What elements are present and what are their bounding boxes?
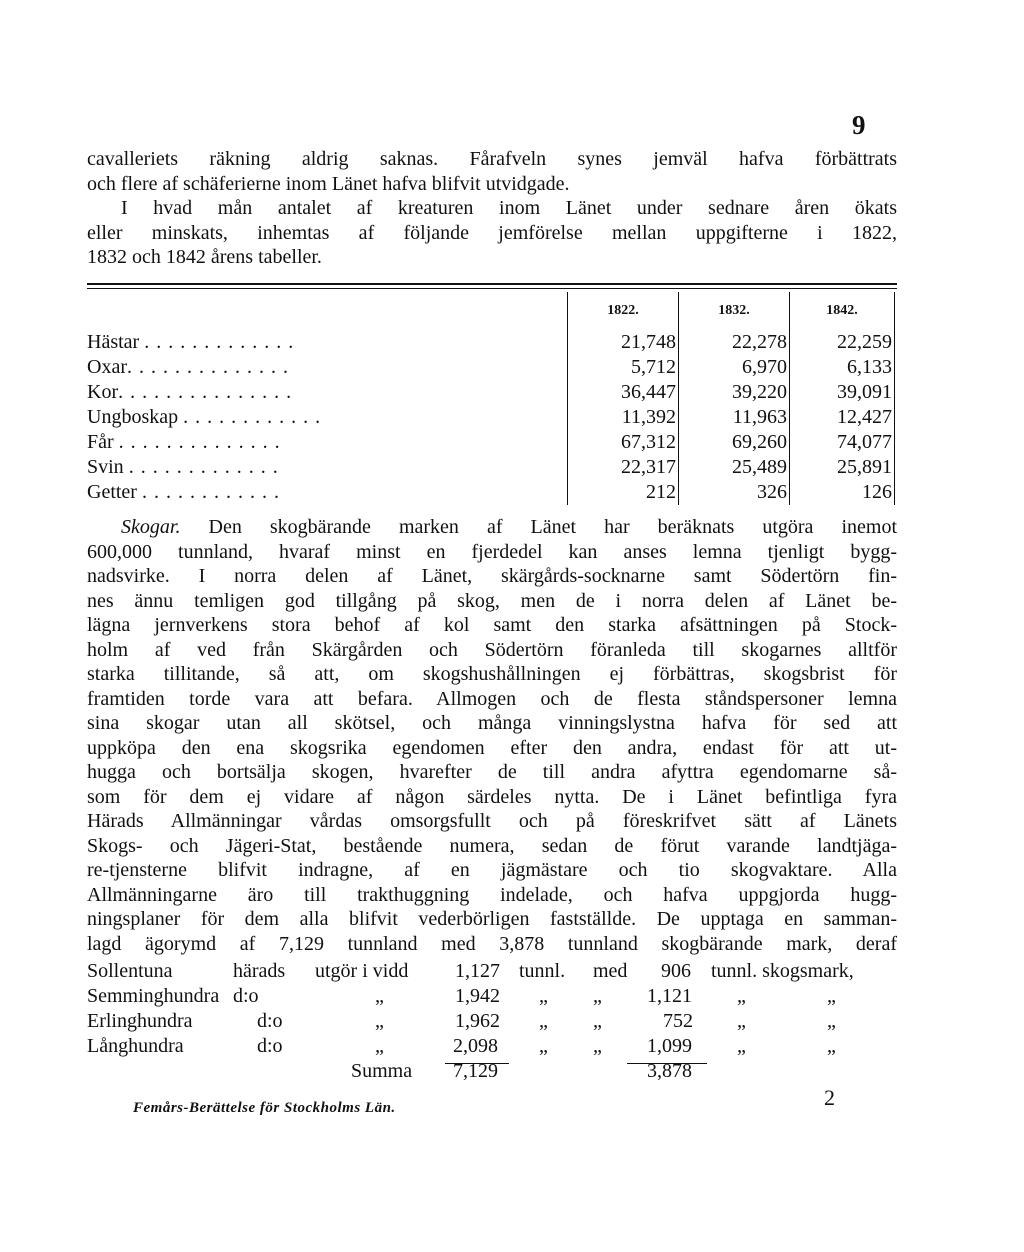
forest-unit: tunnl. skogsmark, <box>711 960 854 982</box>
cell-1842: 39,091 <box>790 380 895 405</box>
area-value: 1,962 <box>455 1010 500 1032</box>
cell-1832: 25,489 <box>679 455 790 480</box>
forest-line: som för dem ej vidare af någon särdeles nytta. De i Länet befintliga fyra <box>87 785 897 808</box>
forest-heading: Skogar. <box>121 516 181 538</box>
cell-1832: 69,260 <box>679 430 790 455</box>
ditto-mark: „ <box>737 1010 746 1032</box>
area-prefix: „ <box>375 1035 384 1057</box>
area-prefix: „ <box>375 985 384 1007</box>
area-value: 1,942 <box>455 985 500 1007</box>
cell-1842: 74,077 <box>790 430 895 455</box>
area-prefix: „ <box>375 1010 384 1032</box>
intro-line: cavalleriets räkning aldrig saknas. Fårafveln synes jemväl hafva förbättrats <box>87 148 897 170</box>
forest-line: lagd ägorymd af 7,129 tunnland med 3,878 tunnland skogbärande mark, deraf <box>87 932 897 955</box>
forest-line: Skogs- och Jägeri-Stat, bestående numera, sedan de förut varande landtjäga- <box>87 834 897 857</box>
area-prefix: utgör i vidd <box>315 960 409 982</box>
row-label: Ungboskap ............ <box>87 406 328 428</box>
summa-label: Summa <box>351 1060 413 1082</box>
cell-1822: 212 <box>568 480 679 505</box>
cell-1832: 11,963 <box>679 405 790 430</box>
intro-line: 1832 och 1842 årens tabeller. <box>87 246 322 268</box>
forest-line: Allmänningarne äro till trakthuggning indelade, och hafva uppgjorda hugg- <box>87 883 897 906</box>
forest-line: sina skogar utan all skötsel, och många vinningslystna hafva för sed att <box>87 712 897 734</box>
year-header-1842: 1842. <box>790 292 895 330</box>
intro-line: I hvad mån antalet af kreaturen inom Länet under sednare åren ökats <box>121 197 897 219</box>
intro-line: och flere af schäferierne inom Länet hafva blifvit utvidgade. <box>87 172 570 195</box>
forest-value: 1,099 <box>647 1035 692 1057</box>
ditto-mark: „ <box>827 1035 836 1057</box>
forest-line: re-tjensterne blifvit indragne, af en jägmästare och tio skogvaktare. Alla <box>87 859 897 881</box>
table-row <box>87 380 895 405</box>
district-name: Sollentuna <box>87 960 173 982</box>
area-unit: „ <box>539 1035 548 1057</box>
ditto-mark: „ <box>737 985 746 1007</box>
forest-value: 1,121 <box>647 985 692 1007</box>
forest-value: 906 <box>661 960 691 982</box>
district-unit: d:o <box>257 1035 283 1057</box>
forest-line: 600,000 tunnland, hvaraf minst en fjerdedel kan anses lemna tjenligt bygg- <box>87 540 897 563</box>
forest-line: Skogar. Den skogbärande marken af Länet har beräknats utgöra inemot <box>121 516 898 538</box>
area-value: 2,098 <box>453 1035 498 1057</box>
table-row <box>87 330 895 355</box>
cell-1842: 22,259 <box>790 330 895 355</box>
summa-forest: 3,878 <box>647 1060 692 1082</box>
cell-1822: 5,712 <box>568 355 679 380</box>
area-unit: „ <box>539 1010 548 1032</box>
intro-line: eller minskats, inhemtas af följande jemförelse mellan uppgifterne i 1822, <box>87 221 897 244</box>
forest-line: holm af ved från Skärgården och Södertörn föranleda till skogarnes alltför <box>87 638 897 661</box>
year-header-1832: 1832. <box>679 292 790 330</box>
cell-1822: 22,317 <box>568 455 679 480</box>
med-word: „ <box>593 985 602 1007</box>
cell-1832: 22,278 <box>679 330 790 355</box>
med-word: „ <box>593 1035 602 1057</box>
cell-1842: 12,427 <box>790 405 895 430</box>
cell-1842: 25,891 <box>790 455 895 480</box>
med-word: med <box>593 960 628 982</box>
area-unit: „ <box>539 985 548 1007</box>
row-label: Får .............. <box>87 431 287 453</box>
ditto-mark: „ <box>827 1010 836 1032</box>
forest-line: framtiden torde vara att befara. Allmogen och de flesta ståndspersoner lemna <box>87 687 897 710</box>
cell-1832: 326 <box>679 480 790 505</box>
table-row <box>87 455 895 480</box>
row-label: Hästar ............. <box>87 331 301 353</box>
forest-line: uppköpa den ena skogsrika egendomen efter den andra, endast för att ut- <box>87 736 897 759</box>
forest-line: lägna jernverkens stora behof af kol samt den starka afsättningen på Stock- <box>87 614 897 636</box>
year-header-1822: 1822. <box>568 292 679 330</box>
forest-line: hugga och bortsälja skogen, hvarefter de till andra afyttra egendomarne så- <box>87 761 897 783</box>
table-row <box>87 480 895 505</box>
signature-mark: 2 <box>824 1085 835 1110</box>
page-number: 9 <box>852 110 866 140</box>
row-label: Getter ............ <box>87 481 286 503</box>
livestock-table <box>87 292 895 505</box>
cell-1832: 6,970 <box>679 355 790 380</box>
district-name: Semminghundra <box>87 985 220 1007</box>
district-name: Erlinghundra <box>87 1010 193 1032</box>
area-value: 1,127 <box>455 960 500 982</box>
footer-title: Femårs-Berättelse för Stockholms Län. <box>133 1100 396 1116</box>
district-unit: d:o <box>257 1010 283 1032</box>
district-unit: härads <box>233 960 286 982</box>
cell-1822: 36,447 <box>568 380 679 405</box>
cell-1822: 67,312 <box>568 430 679 455</box>
area-unit: tunnl. <box>519 960 566 982</box>
table-row <box>87 430 895 455</box>
ditto-mark: „ <box>827 985 836 1007</box>
summa-area: 7,129 <box>453 1060 498 1082</box>
table-row <box>87 405 895 430</box>
med-word: „ <box>593 1010 602 1032</box>
forest-line: starka tillitande, så att, om skogshushållningen ej förbättras, skogsbrist för <box>87 663 897 685</box>
cell-1842: 6,133 <box>790 355 895 380</box>
cell-1842: 126 <box>790 480 895 505</box>
forest-line: nes ännu temligen god tillgång på skog, men de i norra delen af Länet be- <box>87 589 897 612</box>
cell-1832: 39,220 <box>679 380 790 405</box>
intro-paragraph <box>87 147 897 270</box>
forest-line: nadsvirke. I norra delen af Länet, skärgårds-socknarne samt Södertörn fin- <box>87 565 897 587</box>
table-top-rule <box>87 283 897 289</box>
district-unit: d:o <box>233 985 259 1007</box>
row-label: Kor............... <box>87 381 299 403</box>
forest-paragraph <box>87 515 897 956</box>
table-row <box>87 355 895 380</box>
table-header-blank <box>87 292 568 330</box>
district-name: Långhundra <box>87 1035 184 1057</box>
row-label: Oxar.............. <box>87 356 295 378</box>
ditto-mark: „ <box>737 1035 746 1057</box>
row-label: Svin ............. <box>87 456 285 478</box>
cell-1822: 11,392 <box>568 405 679 430</box>
forest-line: ningsplaner för dem alla blifvit vederbörligen fastställde. De upptaga en samman- <box>87 908 897 930</box>
cell-1822: 21,748 <box>568 330 679 355</box>
forest-value: 752 <box>663 1010 693 1032</box>
forest-line: Härads Allmänningar vårdas omsorgsfullt och på föreskrifvet sätt af Länets <box>87 810 897 832</box>
